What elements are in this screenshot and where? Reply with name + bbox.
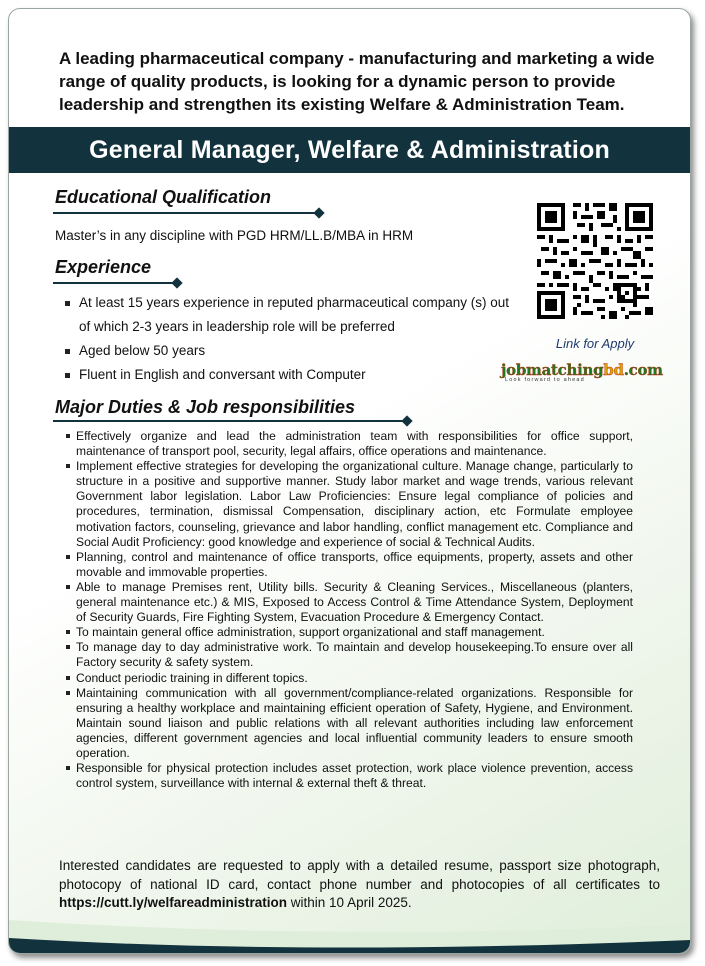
qr-code[interactable] — [537, 203, 653, 319]
education-diamond-icon — [313, 207, 324, 218]
list-item: Fluent in English and conversant with Computer — [61, 363, 521, 387]
experience-list — [61, 291, 521, 387]
job-title-bar — [9, 127, 690, 173]
list-item: Planning, control and maintenance of office transports, office equipments, property, assets and other movable and immovable properties. — [65, 550, 633, 580]
experience-underline — [53, 282, 177, 284]
list-item: Implement effective strategies for developing the organizational culture. Manage change, particularly to structure in a positive and supportive manner. Study labor market and wage trends, various relevant Government labor legislation. Labor Law Proficiencies: Ensure legal compliance of policies and procedures, termination, dismissal Compensation, disciplinary action, etc Formulate employee motivation factors, counseling, grievance and labor handling, conflict management etc. Compliance and Social Audit Proficiency: good knowledge and experience of social & Technical Audits. — [65, 459, 633, 550]
job-ad-card — [8, 8, 691, 954]
jobmatchingbd-logo — [501, 361, 681, 385]
list-item: Conduct periodic training in different topics. — [65, 671, 633, 686]
logo-tagline: Look forward to ahead — [505, 377, 585, 383]
experience-diamond-icon — [171, 277, 182, 288]
experience-heading: Experience — [55, 257, 152, 277]
list-item: To manage day to day administrative work. To maintain and develop housekeeping.To ensure over all Factory security & safety system. — [65, 640, 633, 670]
duties-diamond-icon — [401, 415, 412, 426]
education-text: Master’s in any discipline with PGD HRM/LL.B/MBA in HRM — [55, 228, 414, 243]
intro-paragraph: A leading pharmaceutical company - manufacturing and marketing a wide range of quality products, is looking for a dynamic person to provide leadership and strengthen its existing Welfare & Administration Team. — [59, 49, 655, 114]
list-item: Responsible for physical protection includes asset protection, work place violence prevention, access control system, surveillance with internal & external theft & threat. — [65, 761, 633, 791]
list-item: Able to manage Premises rent, Utility bills. Security & Cleaning Services., Miscellaneous (planters, general maintenance etc.) & MIS, Exposed to Access Control & Time Attendance System, Deployment of Security Guards, Fire Fighting System, Evacuation Procedure & Emergency Contact. — [65, 580, 633, 625]
duties-list — [65, 429, 633, 791]
list-item: At least 15 years experience in reputed pharmaceutical company (s) out of which 2-3 years in leadership role will be preferred — [61, 291, 521, 339]
duties-underline — [53, 420, 407, 422]
apply-link[interactable]: https://cutt.ly/welfareadministration — [59, 895, 288, 910]
education-underline — [53, 212, 319, 214]
list-item: Effectively organize and lead the administration team with responsibilities for office support, maintenance of transport pool, security, legal affairs, office operations and maintenance. — [65, 429, 633, 459]
duties-heading: Major Duties & Job responsibilities — [55, 397, 356, 417]
application-instructions: Interested candidates are requested to apply with a detailed resume, passport size photograph, photocopy of national ID card, contact phone number and photocopies of all certificates to https://cutt.ly/welfareadministration within 10 April 2025. — [59, 858, 660, 910]
list-item: Maintaining communication with all government/compliance-related organizations. Responsible for ensuring a healthy workplace and maintaining efficient operation of Safety, Hygiene, and Environment. Maintain sound liaison and public relations with all relevant authorities including law enforcement agencies, different government agencies and local influential community leaders to ensure smooth operation. — [65, 686, 633, 761]
list-item: Aged below 50 years — [61, 339, 521, 363]
qr-caption[interactable]: Link for Apply — [555, 336, 635, 351]
decorative-bottom-band — [9, 912, 690, 953]
education-heading: Educational Qualification — [55, 187, 272, 207]
job-title: General Manager, Welfare & Administration — [89, 136, 610, 164]
logo-wordmark: jobmatchingbd.com — [501, 361, 663, 379]
list-item: To maintain general office administration, support organizational and staff management. — [65, 625, 633, 640]
